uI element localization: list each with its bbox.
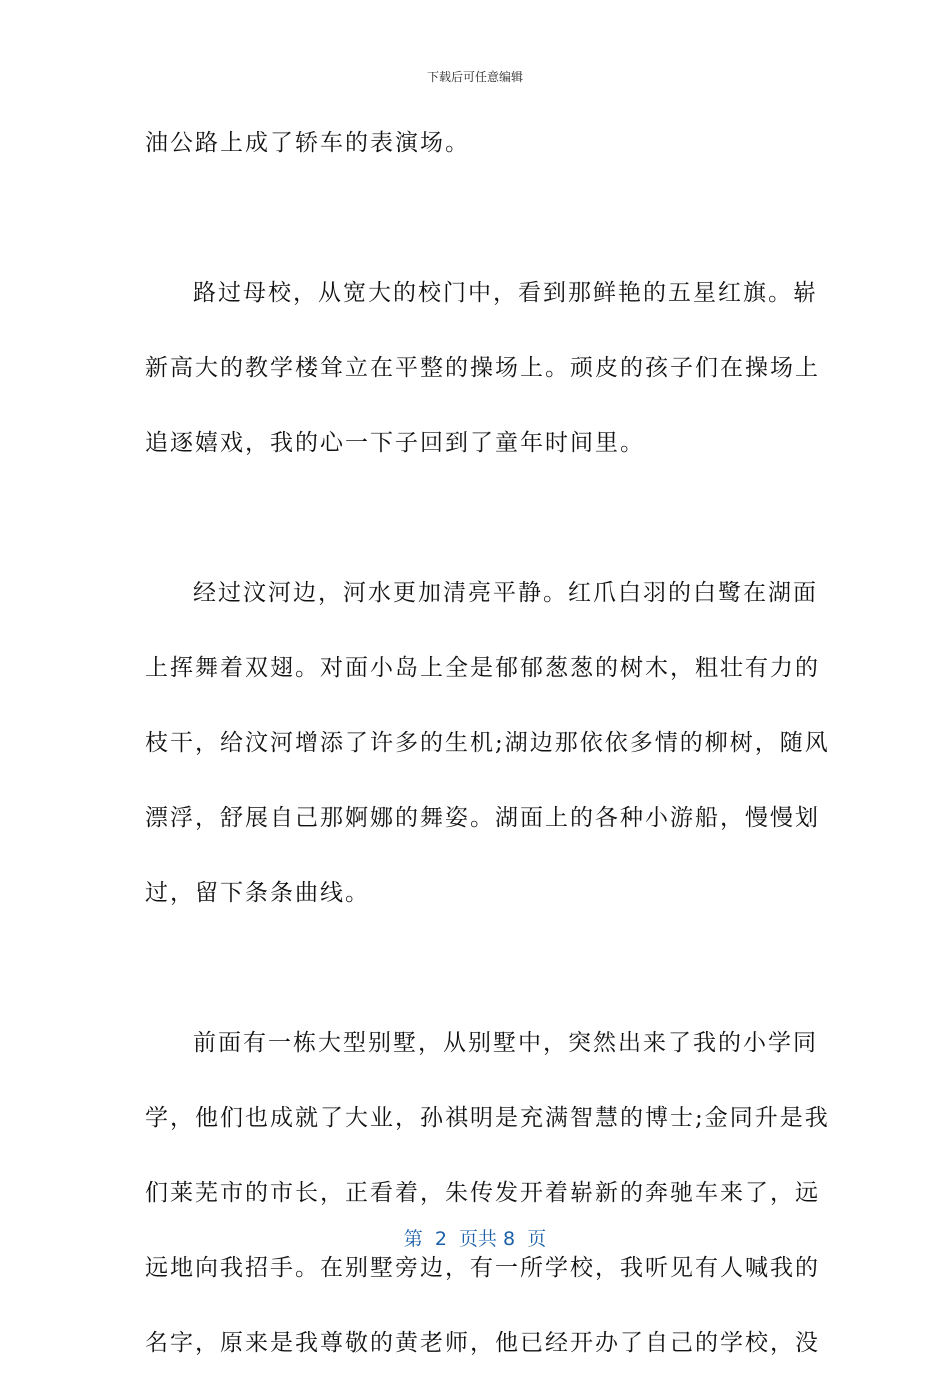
text-line: 新高大的教学楼耸立在平整的操场上。顽皮的孩子们在操场上	[145, 355, 820, 381]
header-note: 下载后可任意编辑	[426, 70, 523, 84]
paragraph-first-line: 经过汶河边，河水更加清亮平静。红爪白羽的白鹭在湖面	[193, 580, 818, 606]
text-line: 名字，原来是我尊敬的黄老师，他已经开办了自己的学校，没	[145, 1330, 820, 1356]
text-line: 上挥舞着双翅。对面小岛上全是郁郁葱葱的树木，粗壮有力的	[145, 655, 820, 681]
blank-line	[145, 487, 815, 562]
text-line: 学，他们也成就了大业，孙祺明是充满智慧的博士;金同升是我	[145, 1105, 830, 1131]
paragraph-first-line: 前面有一栋大型别墅，从别墅中，突然出来了我的小学同	[193, 1030, 818, 1056]
paragraph-first-line: 路过母校，从宽大的校门中，看到那鲜艳的五星红旗。崭	[193, 280, 818, 306]
text-line: 过，留下条条曲线。	[145, 880, 370, 906]
text-line: 油公路上成了轿车的表演场。	[145, 130, 470, 156]
text-line: 们莱芜市的市长，正看着，朱传发开着崭新的奔驰车来了，远	[145, 1180, 820, 1206]
text-line: 追逐嬉戏，我的心一下子回到了童年时间里。	[145, 430, 645, 456]
document-body	[145, 112, 830, 1387]
blank-line	[145, 187, 815, 262]
text-line: 漂浮，舒展自己那婀娜的舞姿。湖面上的各种小游船，慢慢划	[145, 805, 820, 831]
page-number: 第 2 页共 8 页	[403, 1228, 547, 1250]
text-line: 枝干，给汶河增添了许多的生机;湖边那依依多情的柳树，随风	[145, 730, 830, 756]
text-line: 远地向我招手。在别墅旁边，有一所学校，我听见有人喊我的	[145, 1255, 820, 1281]
blank-line	[145, 937, 815, 1012]
